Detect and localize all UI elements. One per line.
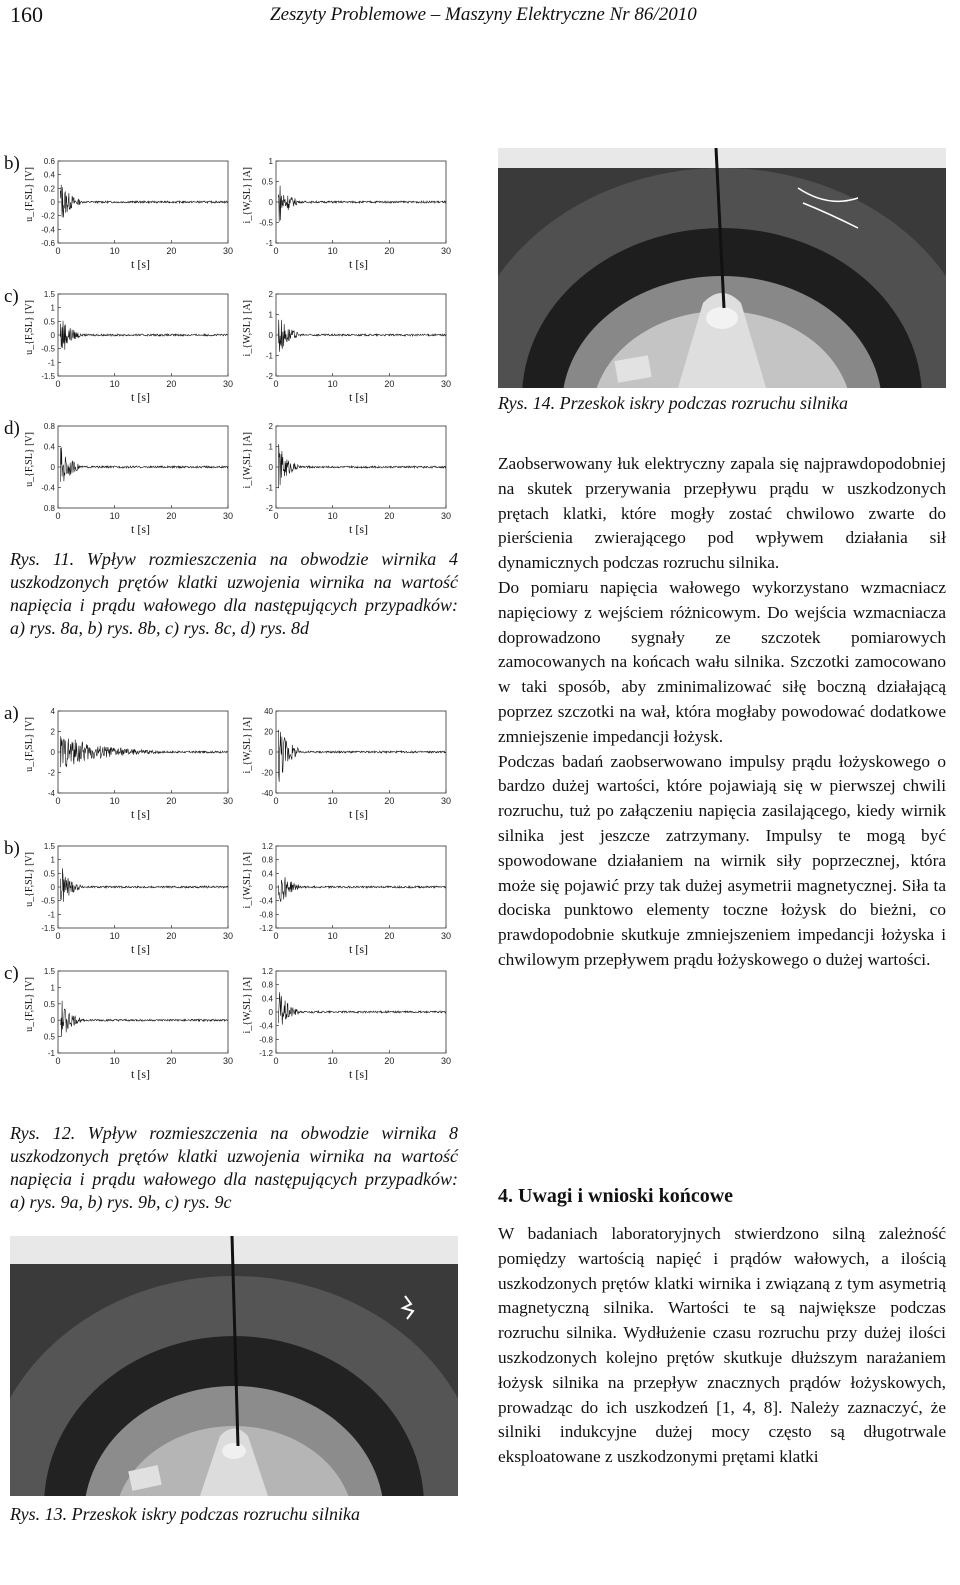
x-tick-label: 20 xyxy=(384,796,395,806)
y-tick-label: 0.5 xyxy=(43,1032,55,1042)
y-tick-label: -1.5 xyxy=(41,372,55,381)
y-axis-label: u_{F,SL} [V] xyxy=(24,852,35,907)
y-tick-label: 0.4 xyxy=(261,869,273,879)
y-tick-label: -0.8 xyxy=(259,910,273,920)
y-tick-label: 1 xyxy=(50,855,55,865)
y-tick-label: 1.5 xyxy=(43,842,55,851)
x-axis-label: t [s] xyxy=(131,522,150,536)
x-tick-label: 0 xyxy=(55,1056,61,1066)
y-axis-label: u_{F,SL} [V] xyxy=(24,300,35,355)
x-tick-label: 20 xyxy=(384,1056,395,1066)
y-tick-label: -1 xyxy=(47,358,55,368)
y-tick-label: 0 xyxy=(268,1008,273,1017)
y-tick-label: 0 xyxy=(268,748,273,757)
oscillogram-panel xyxy=(240,288,460,404)
oscillogram-panel xyxy=(240,420,460,536)
y-tick-label: -2 xyxy=(265,504,273,513)
oscillogram-panel xyxy=(22,420,242,536)
signal-trace xyxy=(60,321,228,350)
y-tick-label: -4 xyxy=(47,789,55,798)
x-tick-label: 20 xyxy=(166,1056,177,1066)
y-tick-label: 0.6 xyxy=(43,157,55,166)
plot-svg xyxy=(240,840,460,952)
y-tick-label: -0.2 xyxy=(41,211,55,221)
x-tick-label: 0 xyxy=(273,1056,279,1066)
caption-fig12: Rys. 12. Wpływ rozmieszczenia na obwodzie wirnika 8 uszkodzonych prętów klatki uzwojenia wirnika na wartość napięcia i prądu wałowego dla następujących przypadków: a) rys. 9a, b) rys. 9b, c) rys. 9c xyxy=(10,1123,458,1212)
plot-svg xyxy=(22,155,242,267)
oscillogram-panel xyxy=(240,965,460,1081)
plot-svg xyxy=(240,288,460,400)
signal-trace xyxy=(278,877,446,901)
journal-title: Zeszyty Problemowe – Maszyny Elektryczne Nr 86/2010 xyxy=(270,4,697,25)
panel-row-label: d) xyxy=(4,418,20,439)
x-tick-label: 30 xyxy=(222,379,234,389)
y-axis-label: u_{F,SL} [V] xyxy=(24,167,35,222)
x-tick-label: 30 xyxy=(440,1056,452,1066)
plot-svg xyxy=(240,705,460,817)
y-axis-label: i_{W,SL} [A] xyxy=(242,977,253,1034)
x-tick-label: 10 xyxy=(109,931,120,941)
x-tick-label: 10 xyxy=(109,796,120,806)
y-tick-label: -1 xyxy=(265,239,273,248)
x-tick-label: 20 xyxy=(166,796,177,806)
x-tick-label: 10 xyxy=(327,931,338,941)
x-tick-label: 10 xyxy=(109,379,120,389)
x-tick-label: 30 xyxy=(440,379,452,389)
x-tick-label: 30 xyxy=(222,246,234,256)
y-tick-label: -1.2 xyxy=(259,924,273,933)
y-tick-label: 0 xyxy=(268,331,273,340)
y-tick-label: -1 xyxy=(265,483,273,493)
signal-trace xyxy=(60,868,228,901)
motor-spark-photo-fig13 xyxy=(10,1236,458,1496)
x-tick-label: 30 xyxy=(222,1056,234,1066)
y-tick-label: 4 xyxy=(50,707,55,716)
y-axis-label: u_{F,SL} [V] xyxy=(24,717,35,772)
signal-trace xyxy=(278,186,446,222)
x-tick-label: 30 xyxy=(222,511,234,521)
plot-svg xyxy=(22,840,242,952)
x-tick-label: 10 xyxy=(327,796,338,806)
y-tick-label: -0.6 xyxy=(41,239,55,248)
plot-svg xyxy=(22,420,242,532)
y-tick-label: -1 xyxy=(265,351,273,361)
plot-svg xyxy=(240,420,460,532)
y-tick-label: 0 xyxy=(268,463,273,472)
y-tick-label: 0 xyxy=(268,883,273,892)
y-axis-label: u_{F,SL} [V] xyxy=(24,432,35,487)
x-tick-label: 0 xyxy=(55,246,61,256)
x-tick-label: 30 xyxy=(440,246,452,256)
y-tick-label: 0.8 xyxy=(261,980,273,990)
x-tick-label: 0 xyxy=(273,379,279,389)
x-tick-label: 30 xyxy=(440,931,452,941)
y-tick-label: -1 xyxy=(47,910,55,920)
y-tick-label: 1 xyxy=(268,157,273,166)
y-tick-label: 2 xyxy=(268,422,273,431)
y-tick-label: 1 xyxy=(268,442,273,452)
y-tick-label: 0.4 xyxy=(43,170,55,180)
y-tick-label: -1.2 xyxy=(259,1049,273,1058)
y-tick-label: 1 xyxy=(50,303,55,313)
x-tick-label: 10 xyxy=(327,379,338,389)
x-tick-label: 30 xyxy=(440,511,452,521)
y-tick-label: -0.5 xyxy=(259,218,273,228)
y-tick-label: -0.4 xyxy=(41,483,55,493)
signal-trace xyxy=(60,736,228,767)
y-tick-label: 0 xyxy=(50,331,55,340)
signal-trace xyxy=(278,444,446,488)
y-tick-label: 0.8 xyxy=(261,855,273,865)
y-tick-label: 2 xyxy=(268,290,273,299)
x-axis-label: t [s] xyxy=(349,257,368,271)
oscillogram-panel xyxy=(240,705,460,821)
paragraph-2: Do pomiaru napięcia wałowego wykorzystano wzmacniacz napięciowy z wejściem różnicowym. Do wejścia wzmacniacza doprowadzono sygnały ze szczotek pomiarowych zamocowanych na końcach wału silnika. Szczotki zamocowano w taki sposób, aby zminimalizować siłę boczną działającą poprzez szczotki na wał, która mogłaby powodować dodatkowe zmniejszenie impedancji łożysk. xyxy=(498,577,946,746)
paragraph-4: W badaniach laboratoryjnych stwierdzono silną zależność pomiędzy wartością napięć i prądów wałowych, a ilością uszkodzonych prętów klatki wirnika i związaną z tym asymetrią magnetyczną silnika. Wartości te są największe podczas rozruchu silnika. Wydłużenie czasu rozruchu przy dużej ilości uszkodzonych kolejno prętów skutkuje dłuższym narażaniem łożysk silnika na przepływ znacznych prądów łożyskowych, prowadząc do ich uszkodzeń [1, 4, 8]. Należy zaznaczyć, że silniki indukcyjne dużej mocy często są długotrwale eksploatowane z uszkodzonymi prętami klatki xyxy=(498,1224,946,1467)
panel-row-label: a) xyxy=(4,703,19,724)
x-tick-label: 10 xyxy=(327,1056,338,1066)
signal-trace xyxy=(60,185,228,218)
x-tick-label: 30 xyxy=(440,796,452,806)
x-axis-label: t [s] xyxy=(131,1067,150,1081)
plot-frame xyxy=(58,971,228,1053)
panel-row-label: c) xyxy=(4,963,19,984)
x-tick-label: 30 xyxy=(222,796,234,806)
y-tick-label: 0 xyxy=(50,748,55,757)
x-tick-label: 0 xyxy=(55,931,61,941)
panel-row-label: b) xyxy=(4,153,20,174)
y-axis-label: i_{W,SL} [A] xyxy=(242,167,253,224)
signal-trace xyxy=(60,1001,228,1037)
y-tick-label: 1 xyxy=(50,983,55,993)
oscillogram-panel xyxy=(240,155,460,271)
y-axis-label: i_{W,SL} [A] xyxy=(242,852,253,909)
y-tick-label: 1.5 xyxy=(43,290,55,299)
caption-fig11: Rys. 11. Wpływ rozmieszczenia na obwodzie wirnika 4 uszkodzonych prętów klatki uzwojenia wirnika na wartość napięcia i prądu wałowego dla następujących przypadków: a) rys. 8a, b) rys. 8b, c) rys. 8c, d) rys. 8d xyxy=(10,549,458,638)
panel-row-label: c) xyxy=(4,286,19,307)
x-tick-label: 20 xyxy=(166,511,177,521)
y-tick-label: -0.8 xyxy=(259,1035,273,1045)
signal-trace xyxy=(278,320,446,352)
oscillogram-panel xyxy=(22,840,242,956)
y-tick-label: 0.5 xyxy=(43,317,55,327)
x-tick-label: 0 xyxy=(273,796,279,806)
plot-svg xyxy=(240,155,460,267)
x-axis-label: t [s] xyxy=(131,257,150,271)
plot-svg xyxy=(240,965,460,1077)
x-tick-label: 0 xyxy=(55,796,61,806)
oscillogram-panel xyxy=(22,288,242,404)
x-tick-label: 20 xyxy=(166,931,177,941)
oscillogram-panel xyxy=(22,705,242,821)
body-text-column xyxy=(498,452,946,973)
y-tick-label: 20 xyxy=(264,727,273,737)
x-axis-label: t [s] xyxy=(349,942,368,956)
caption-fig13: Rys. 13. Przeskok iskry podczas rozruchu silnika xyxy=(10,1504,360,1524)
y-tick-label: -2 xyxy=(47,768,55,778)
panel-row-label: b) xyxy=(4,838,20,859)
body-text-conclusions xyxy=(498,1222,946,1470)
x-tick-label: 10 xyxy=(327,511,338,521)
y-tick-label: -0.5 xyxy=(41,896,55,906)
y-tick-label: 40 xyxy=(264,707,273,716)
y-tick-label: 0 xyxy=(50,883,55,892)
y-tick-label: 0.5 xyxy=(43,869,55,879)
oscillogram-panel xyxy=(22,155,242,271)
signal-trace xyxy=(278,730,446,782)
x-axis-label: t [s] xyxy=(349,807,368,821)
x-tick-label: 20 xyxy=(384,511,395,521)
x-tick-label: 10 xyxy=(327,246,338,256)
paragraph-3: Podczas badań zaobserwowano impulsy prądu łożyskowego o bardzo dużej wartości, które pojawiają się w pierwszej chwili rozruchu, tuż po załączeniu napięcia zasilającego, kiedy wirnik silnika jest jeszcze zatrzymany. Impulsy te mogą być spowodowane działaniem na wirnik siły poprzecznej, która może się pojawić przy tak dużej asymetrii magnetycznej. Siła ta dociska punktowo elementy toczne łożysk do bieżni, co prawdopodobnie skutkuje zmniejszeniem impedancji łożyska i chwilowym przepływem prądu łożyskowego o dużej wartości. xyxy=(498,751,946,969)
plot-svg xyxy=(22,705,242,817)
y-tick-label: -0.4 xyxy=(259,896,273,906)
x-tick-label: 20 xyxy=(384,931,395,941)
y-tick-label: -0.5 xyxy=(41,344,55,354)
y-tick-label: 1 xyxy=(268,310,273,320)
x-axis-label: t [s] xyxy=(131,390,150,404)
motor-spark-photo-fig14 xyxy=(498,148,946,388)
x-axis-label: t [s] xyxy=(349,390,368,404)
y-tick-label: 0.4 xyxy=(261,994,273,1004)
y-axis-label: i_{W,SL} [A] xyxy=(242,432,253,489)
y-tick-label: 0 xyxy=(50,1016,55,1026)
y-tick-label: 0 xyxy=(268,198,273,207)
x-tick-label: 30 xyxy=(222,931,234,941)
x-tick-label: 0 xyxy=(273,931,279,941)
x-tick-label: 20 xyxy=(384,246,395,256)
x-axis-label: t [s] xyxy=(131,807,150,821)
y-tick-label: 0.5 xyxy=(261,177,273,187)
signal-trace xyxy=(278,992,446,1024)
plot-svg xyxy=(22,288,242,400)
y-axis-label: i_{W,SL} [A] xyxy=(242,717,253,774)
x-tick-label: 10 xyxy=(109,511,120,521)
x-axis-label: t [s] xyxy=(131,942,150,956)
oscillogram-panel xyxy=(240,840,460,956)
y-tick-label: 0.8 xyxy=(43,504,55,513)
x-tick-label: 0 xyxy=(273,246,279,256)
y-tick-label: -2 xyxy=(265,372,273,381)
y-tick-label: -1 xyxy=(47,1049,55,1058)
x-tick-label: 0 xyxy=(55,511,61,521)
y-tick-label: -0.4 xyxy=(259,1021,273,1031)
y-tick-label: 0 xyxy=(50,198,55,207)
y-tick-label: 0.8 xyxy=(43,422,55,431)
plot-svg xyxy=(22,965,242,1077)
x-axis-label: t [s] xyxy=(349,1067,368,1081)
y-tick-label: 0.4 xyxy=(43,442,55,452)
page-number: 160 xyxy=(10,2,43,27)
x-tick-label: 0 xyxy=(273,511,279,521)
signal-trace xyxy=(60,447,228,481)
x-tick-label: 20 xyxy=(166,379,177,389)
y-tick-label: -20 xyxy=(261,768,273,778)
paragraph-1: Zaobserwowany łuk elektryczny zapala się najprawdopodobniej na skutek przerywania przepływu prądu w uszkodzonych prętach klatki, które mogły zostać chwilowo zwarte do pierścienia zwierającego pod wpływem działania sił dynamicznych podczas rozruchu silnika. xyxy=(498,454,946,573)
y-tick-label: -40 xyxy=(261,789,273,798)
y-tick-label: 0 xyxy=(50,463,55,472)
y-tick-label: 0.5 xyxy=(43,999,55,1009)
section-heading: 4. Uwagi i wnioski końcowe xyxy=(498,1185,734,1207)
y-axis-label: i_{W,SL} [A] xyxy=(242,300,253,357)
caption-fig14: Rys. 14. Przeskok iskry podczas rozruchu silnika xyxy=(498,393,848,413)
x-tick-label: 10 xyxy=(109,246,120,256)
x-tick-label: 20 xyxy=(166,246,177,256)
y-tick-label: 1.2 xyxy=(261,967,273,976)
y-tick-label: -1.5 xyxy=(41,924,55,933)
x-tick-label: 10 xyxy=(109,1056,120,1066)
y-tick-label: 1.5 xyxy=(43,967,55,976)
y-tick-label: -0.4 xyxy=(41,225,55,235)
y-tick-label: 2 xyxy=(50,727,55,737)
y-tick-label: 0.2 xyxy=(43,184,55,194)
y-axis-label: u_{F,SL} [V] xyxy=(24,977,35,1032)
x-tick-label: 20 xyxy=(384,379,395,389)
oscillogram-panel xyxy=(22,965,242,1081)
x-axis-label: t [s] xyxy=(349,522,368,536)
y-tick-label: 1.2 xyxy=(261,842,273,851)
x-tick-label: 0 xyxy=(55,379,61,389)
